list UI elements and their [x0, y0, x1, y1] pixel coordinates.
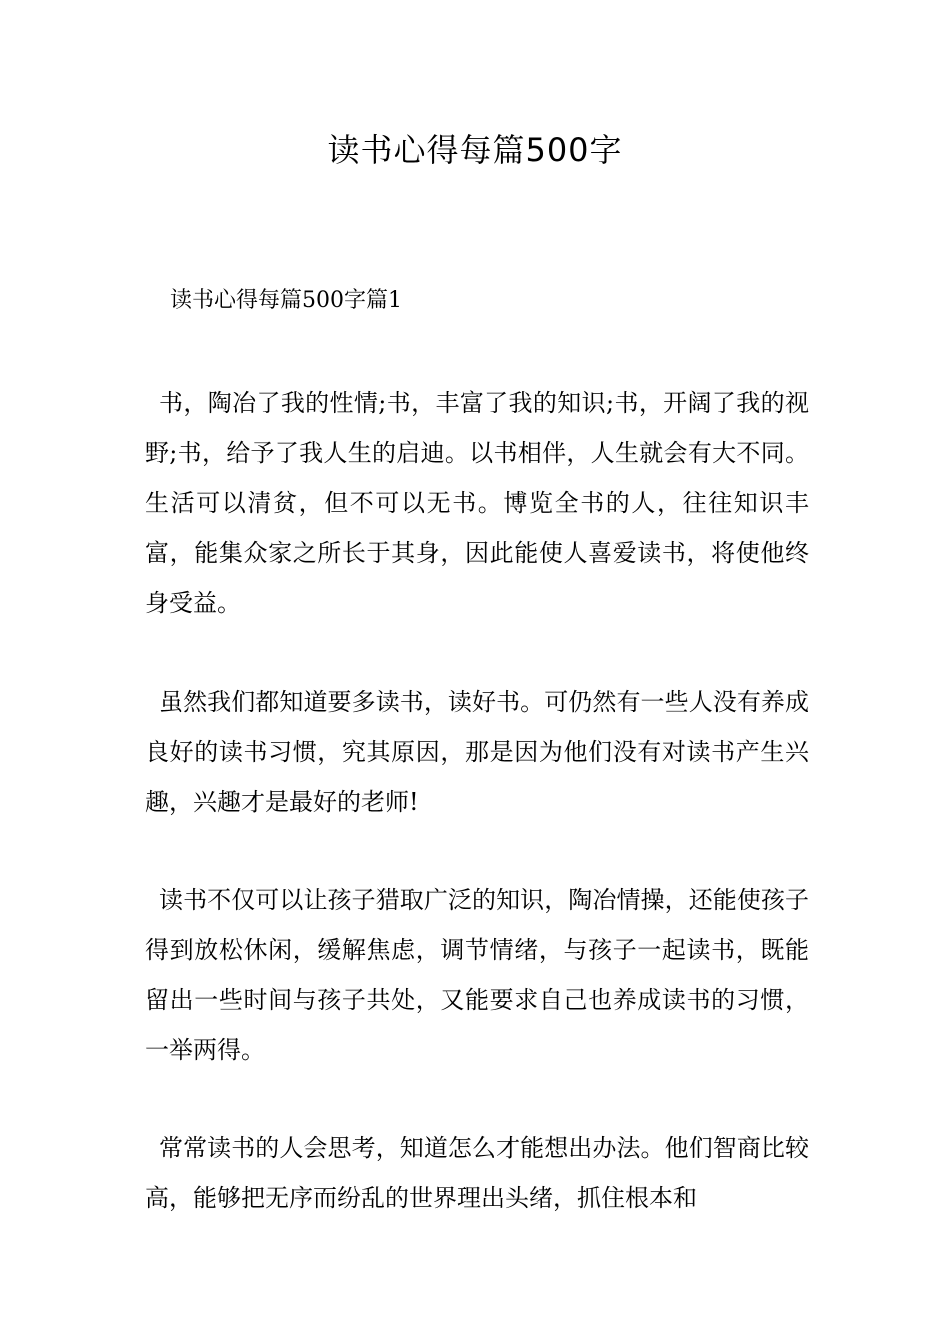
document-title: 读书心得每篇500字 [327, 131, 623, 169]
paragraph-1: 书，陶冶了我的性情;书，丰富了我的知识;书，开阔了我的视野;书，给予了我人生的启迪。以书相伴，人生就会有大不同。生活可以清贫，但不可以无书。博览全书的人，往往知识丰富，能集众家之所长于其身，因此能使人喜爱读书，将使他终身受益。 [145, 389, 809, 617]
paragraph-3: 读书不仅可以让孩子猎取广泛的知识，陶冶情操，还能使孩子得到放松休闲，缓解焦虑，调节情绪，与孩子一起读书，既能留出一些时间与孩子共处，又能要求自己也养成读书的习惯，一举两得。 [145, 886, 809, 1064]
section-heading: 读书心得每篇500字篇1 [170, 288, 402, 313]
paragraph-4: 常常读书的人会思考，知道怎么才能想出办法。他们智商比较高，能够把无序而纷乱的世界理出头绪，抓住根本和 [145, 1134, 809, 1212]
paragraph-2: 虽然我们都知道要多读书，读好书。可仍然有一些人没有养成良好的读书习惯，究其原因，那是因为他们没有对读书产生兴趣，兴趣才是最好的老师! [145, 688, 809, 816]
